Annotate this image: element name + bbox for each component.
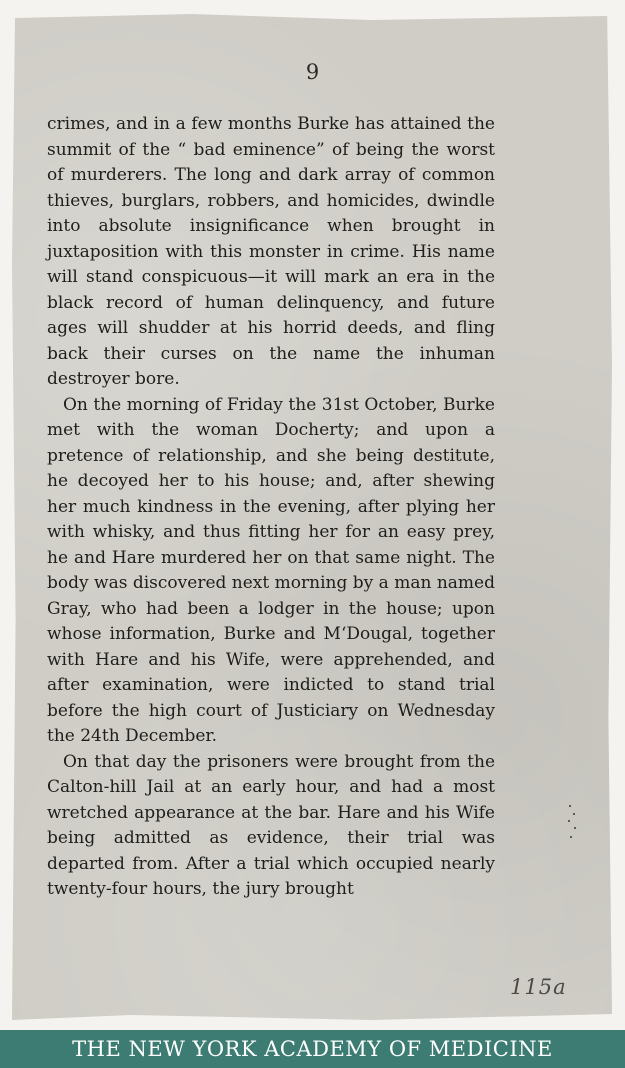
page-number: 9 [305,60,320,84]
institution-footer-banner [0,1030,625,1068]
paragraph-3: On that day the prisoners were brought from the Calton-hill Jail at an early hour, and had a most wretched appearance at the bar. Hare and his Wife being admitted as evidence, their trial was departed from. After a trial which occupied nearly twenty-four hours, the jury brought [47,751,495,899]
handwritten-catalog-number: 115a [510,975,567,999]
paper-specks [565,805,579,845]
body-text [47,112,495,903]
paragraph-2: On the morning of Friday the 31st October, Burke met with the woman Docherty; and upon a pretence of relationship, and she being destitute, he decoyed her to his house; and, after shewing her much kindness in the evening, after plying her with whisky, and thus fitting her for an easy prey, he and Hare murdered her on that same night. The body was discovered next morning by a man named Gray, who had been a lodger in the house; upon whose information, Burke and M‘Dougal, together with Hare and his Wife, were apprehended, and after examination, were indicted to stand trial before the high court of Justiciary on Wednesday the 24th December. [47,394,495,746]
institution-name: THE NEW YORK ACADEMY OF MEDICINE [72,1037,553,1061]
paragraph-1: crimes, and in a few months Burke has attained the summit of the “ bad eminence” of being the worst of murderers. The long and dark array of common thieves, burglars, robbers, and homicides, dwindle into absolute insignificance when brought in juxtaposition with this monster in crime. His name will stand conspicuous—it will mark an era in the black record of human delinquency, and future ages will shudder at his horrid deeds, and fling back their curses on the name the inhuman destroyer bore. [47,114,495,389]
